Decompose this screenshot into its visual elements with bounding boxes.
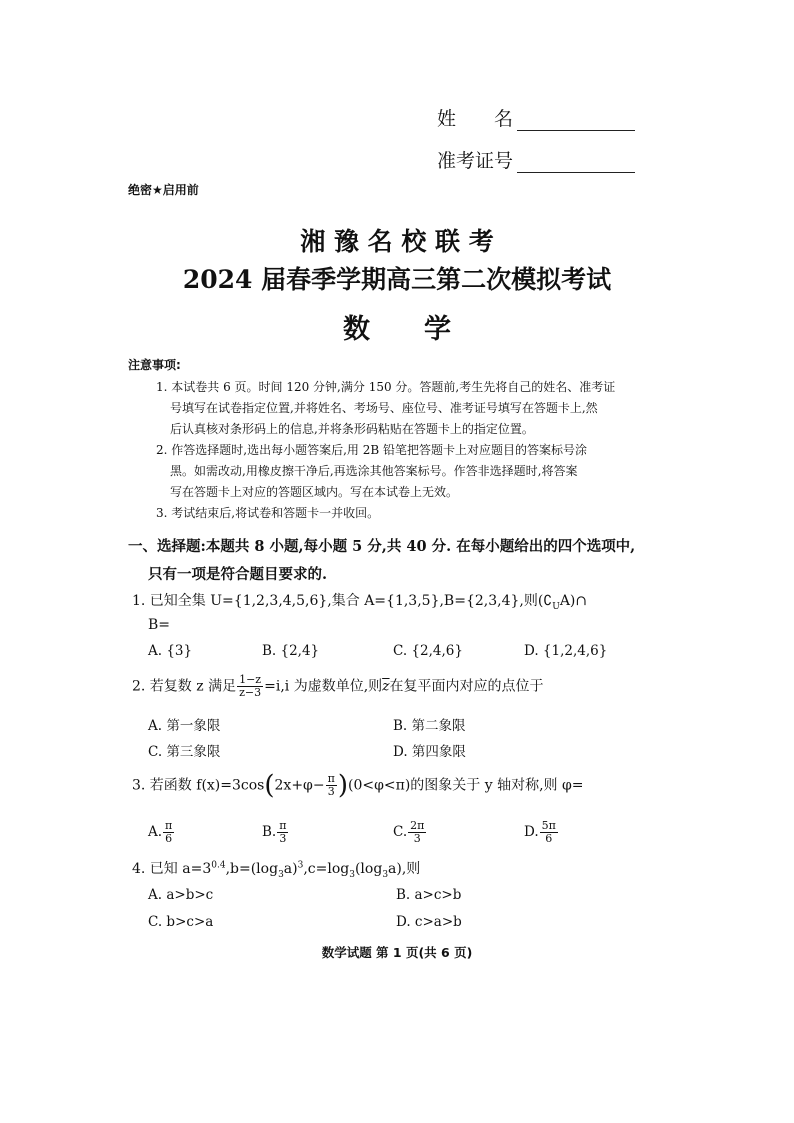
exam-title-line2: 2024 届春季学期高三第二次模拟考试 xyxy=(182,265,612,294)
question-1-option-d: D. {1,2,4,6} xyxy=(524,643,608,659)
z-conjugate: $\overline{z}$ xyxy=(382,678,390,695)
notice-line: 写在答题卡上对应的答题区域内。写在本试卷上无效。 xyxy=(170,485,459,499)
exam-title-line1: 湘 豫 名 校 联 考 xyxy=(300,227,494,256)
question-1-option-c: C. {2,4,6} xyxy=(393,643,463,659)
question-1-option-b: B. {2,4} xyxy=(262,643,320,659)
notice-heading: 注意事项: xyxy=(128,358,181,372)
question-3-option-a: A. $\frac{\pi}{6}$ xyxy=(148,819,173,845)
question-4-stem: 4. 已知 $a=3^{0.4},b=(\log_3a)^3,c=\log_3(\log_3a)$,则 xyxy=(132,860,421,880)
question-2-option-d: D. 第四象限 xyxy=(393,744,466,760)
question-4-option-b: B. a>c>b xyxy=(396,887,462,903)
question-3-option-b: B. $\frac{\pi}{3}$ xyxy=(262,819,287,845)
question-1-stem-line2: B= xyxy=(148,617,171,633)
question-1-stem: 1. 已知全集 U={1,2,3,4,5,6},集合 A={1,3,5},B={2,3,4},则$(∁_UA)\cap$ xyxy=(132,593,588,612)
question-3-option-d: D. $\frac{5\pi}{6}$ xyxy=(524,819,556,845)
fraction: $\frac{2\pi}{3}$ xyxy=(410,819,425,845)
fraction: $\frac{\pi}{3}$ xyxy=(327,772,335,798)
notice-line: 后认真核对条形码上的信息,并将条形码粘贴在答题卡上的指定位置。 xyxy=(170,422,534,436)
question-1-option-a: A. {3} xyxy=(148,643,193,659)
question-2-option-b: B. 第二象限 xyxy=(393,718,466,734)
section-heading-line2: 只有一项是符合题目要求的. xyxy=(148,566,328,583)
subject-title: 数 学 xyxy=(343,314,451,345)
fraction: $\frac{\pi}{6}$ xyxy=(165,819,173,845)
id-label: 准考证号 xyxy=(437,150,514,172)
question-4-option-a: A. a>b>c xyxy=(148,887,214,903)
notice-line: 号填写在试卷指定位置,并将姓名、考场号、座位号、准考证号填写在答题卡上,然 xyxy=(170,401,598,415)
fraction: $\frac{1-z}{z-3}$ xyxy=(239,673,262,699)
question-2-option-c: C. 第三象限 xyxy=(148,744,221,760)
page-footer: 数学试题 第 1 页(共 6 页) xyxy=(321,945,473,960)
question-3-option-c: C. $\frac{2\pi}{3}$ xyxy=(393,819,425,845)
notice-line: 3. 考试结束后,将试卷和答题卡一并收回。 xyxy=(156,506,380,520)
fraction: $\frac{5\pi}{6}$ xyxy=(541,819,556,845)
fraction: $\frac{\pi}{3}$ xyxy=(279,819,287,845)
notice-line: 1. 本试卷共 6 页。时间 120 分钟,满分 150 分。答题前,考生先将自己的姓名、准考证 xyxy=(156,380,616,394)
secret-label: 绝密★启用前 xyxy=(128,183,199,197)
notice-line: 2. 作答选择题时,选出每小题答案后,用 2B 铅笔把答题卡上对应题目的答案标号涂 xyxy=(156,443,587,457)
complement-symbol: ∁ xyxy=(543,593,553,609)
notice-line: 黑。如需改动,用橡皮擦干净后,再选涂其他答案标号。作答非选择题时,将答案 xyxy=(170,464,578,478)
question-4-option-d: D. c>a>b xyxy=(396,914,462,930)
question-4-option-c: C. b>c>a xyxy=(148,914,214,930)
section-heading-line1: 一、选择题:本题共 8 小题,每小题 5 分,共 40 分. 在每小题给出的四个选项中, xyxy=(128,538,636,555)
name-blank-line xyxy=(517,112,635,131)
question-3-stem: 3. 若函数 f(x)=3cos(2x+φ− $\frac{\pi}{3}$ )(0<φ<π)的图象关于 y 轴对称,则 φ= xyxy=(132,770,584,801)
name-label-row xyxy=(437,104,635,131)
name-label: 姓 名 xyxy=(437,108,514,130)
id-label-row xyxy=(437,146,635,173)
id-blank-line xyxy=(517,154,635,173)
question-2-option-a: A. 第一象限 xyxy=(148,718,221,734)
question-2-stem: 2. 若复数 z 满足 $\frac{1-z}{z-3}$ =i,i 为虚数单位,则$\overline{z}$在复平面内对应的点位于 xyxy=(132,673,544,699)
